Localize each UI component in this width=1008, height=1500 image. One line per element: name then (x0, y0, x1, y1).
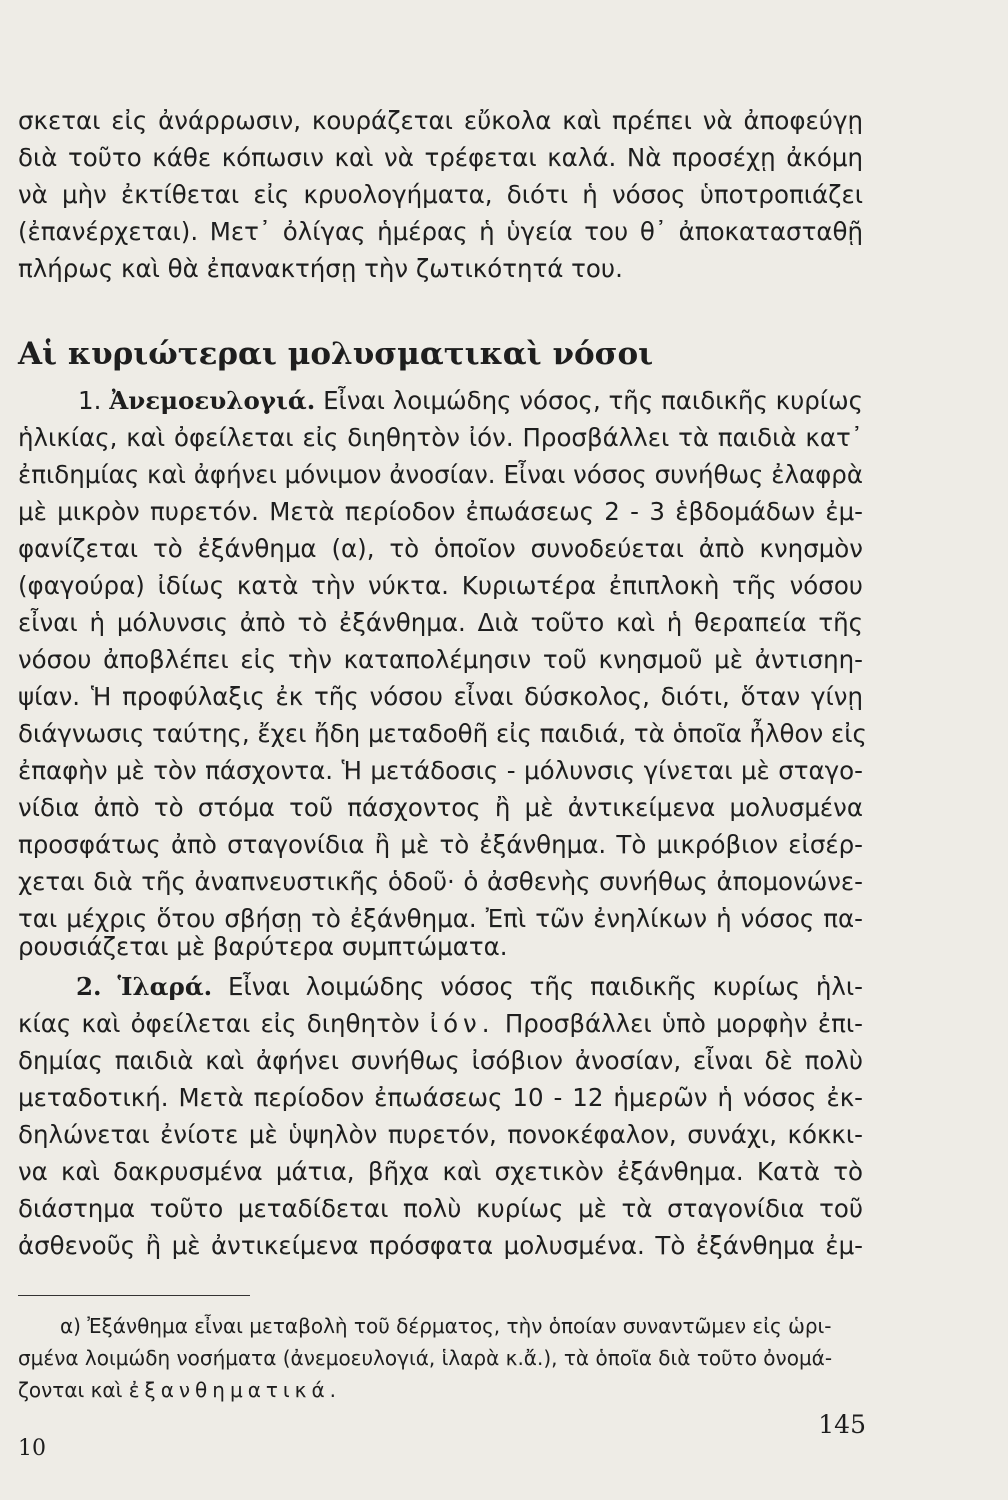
footnote-divider (18, 1295, 250, 1296)
section1-number: 1. (78, 386, 102, 415)
section1-line: χεται διὰ τῆς ἀναπνευστικῆς ὁδοῦ· ὁ ἀσθενὴς συνήθως ἀπομονώνε- (18, 867, 863, 896)
section2-term: Ἱλαρά. (117, 972, 213, 1001)
section1-line: προσφάτως ἀπὸ σταγονίδια ἢ μὲ τὸ ἐξάνθημα. Τὸ μικρόβιον εἰσέρ- (18, 830, 863, 859)
section1-first-line-text: Εἶναι λοιμώδης νόσος, τῆς παιδικῆς κυρίως (323, 386, 863, 415)
intro-line: νὰ μὴν ἐκτίθεται εἰς κρυολογήματα, διότι ἡ νόσος ὑποτροπιάζει (18, 180, 863, 209)
footnote-line: σμένα λοιμώδη νοσήματα (ἀνεμοευλογιά, ἱλαρὰ κ.ἄ.), τὰ ὁποῖα διὰ τοῦτο ὀνομά- (18, 1346, 833, 1370)
section2-line: μεταδοτική. Μετὰ περίοδον ἐπωάσεως 10 - 12 ἡμερῶν ἡ νόσος ἐκ- (18, 1083, 863, 1112)
footnote-spaced-word: ἐξανθηματικά. (128, 1378, 342, 1402)
printer-signature: 10 (18, 1436, 46, 1461)
intro-line: διὰ τοῦτο κάθε κόπωσιν καὶ νὰ τρέφεται καλά. Νὰ προσέχῃ ἀκόμη (18, 143, 863, 172)
section1-term: Ἀνεμοευλογιά. (109, 386, 316, 415)
section1-line: διάγνωσις ταύτης, ἔχει ἤδη μεταδοθῆ εἰς παιδιά, τὰ ὁποῖα ἦλθον εἰς (18, 719, 867, 748)
section1-line: νόσου ἀποβλέπει εἰς τὴν καταπολέμησιν τοῦ κνησμοῦ μὲ ἀντισηη- (18, 645, 863, 674)
section2-line: να καὶ δακρυσμένα μάτια, βῆχα καὶ σχετικὸν ἐξάνθημα. Κατὰ τὸ (18, 1157, 863, 1186)
section2-number: 2. (76, 972, 102, 1001)
section1-line: (φαγούρα) ἰδίως κατὰ τὴν νύκτα. Κυριωτέρα ἐπιπλοκὴ τῆς νόσου (18, 571, 863, 600)
section2-line2-text: κίας καὶ ὀφείλεται εἰς διηθητὸν (18, 1009, 420, 1038)
intro-line: (ἐπανέρχεται). Μετ᾽ ὀλίγας ἡμέρας ἡ ὑγεία του θ᾽ ἀποκατασταθῇ (18, 217, 863, 246)
footnote-line3-text: ζονται καὶ (18, 1378, 123, 1402)
section2-line: δημίας παιδιὰ καὶ ἀφήνει συνήθως ἰσόβιον ἀνοσίαν, εἶναι δὲ πολὺ (18, 1046, 863, 1075)
section2-first-line-text: Εἶναι λοιμώδης νόσος τῆς παιδικῆς κυρίως ἡλι- (228, 972, 863, 1001)
section2-spaced-word: ἰόν. (429, 1009, 495, 1038)
section2-line2-text-end: Προσβάλλει ὑπὸ μορφὴν ἐπι- (504, 1009, 863, 1038)
section2-line: διάστημα τοῦτο μεταδίδεται πολὺ κυρίως μὲ τὰ σταγονίδια τοῦ (18, 1194, 863, 1223)
section1-line: φανίζεται τὸ ἐξάνθημα (α), τὸ ὁποῖον συνοδεύεται ἀπὸ κνησμὸν (18, 534, 863, 563)
section1-line: ἐπιδημίας καὶ ἀφήνει μόνιμον ἀνοσίαν. Εἶναι νόσος συνήθως ἐλαφρὰ (18, 460, 863, 489)
section2-first-line (18, 972, 863, 1002)
section1-line: εἶναι ἡ μόλυνσις ἀπὸ τὸ ἐξάνθημα. Διὰ τοῦτο καὶ ἡ θεραπεία τῆς (18, 608, 863, 637)
section1-line: ἡλικίας, καὶ ὀφείλεται εἰς διηθητὸν ἰόν. Προσβάλλει τὰ παιδιὰ κατ᾽ (18, 423, 863, 452)
section2-line (18, 1009, 863, 1039)
page-number: 145 (818, 1410, 866, 1439)
intro-line: σκεται εἰς ἀνάρρωσιν, κουράζεται εὔκολα καὶ πρέπει νὰ ἀποφεύγῃ (18, 106, 863, 135)
section2-line: δηλώνεται ἐνίοτε μὲ ὑψηλὸν πυρετόν, πονοκέφαλον, συνάχι, κόκκι- (18, 1120, 863, 1149)
section1-line: ἐπαφὴν μὲ τὸν πάσχοντα. Ἡ μετάδοσις - μόλυνσις γίνεται μὲ σταγο- (18, 756, 863, 785)
section1-first-line (18, 386, 863, 416)
section-heading: Αἱ κυριώτεραι μολυσματικαὶ νόσοι (18, 336, 654, 372)
section1-line: ψίαν. Ἡ προφύλαξις ἐκ τῆς νόσου εἶναι δύσκολος, διότι, ὅταν γίνῃ (18, 682, 863, 711)
section1-line: μὲ μικρὸν πυρετόν. Μετὰ περίοδον ἐπωάσεως 2 - 3 ἑβδομάδων ἐμ- (18, 497, 863, 526)
section1-line: νίδια ἀπὸ τὸ στόμα τοῦ πάσχοντος ἢ μὲ ἀντικείμενα μολυσμένα (18, 793, 863, 822)
footnote-line (18, 1377, 863, 1403)
section2-line: ἀσθενοῦς ἢ μὲ ἀντικείμενα πρόσφατα μολυσμένα. Τὸ ἐξάνθημα ἐμ- (18, 1231, 863, 1260)
section1-line: ται μέχρις ὅτου σβήσῃ τὸ ἐξάνθημα. Ἐπὶ τῶν ἐνηλίκων ἡ νόσος πα- (18, 904, 863, 933)
footnote-line: α) Ἐξάνθημα εἶναι μεταβολὴ τοῦ δέρματος, τὴν ὁποίαν συναντῶμεν εἰς ὡρι- (60, 1314, 832, 1338)
intro-line: πλήρως καὶ θὰ ἐπανακτήσῃ τὴν ζωτικότητά του. (18, 254, 623, 283)
section1-line: ρουσιάζεται μὲ βαρύτερα συμπτώματα. (18, 932, 508, 961)
